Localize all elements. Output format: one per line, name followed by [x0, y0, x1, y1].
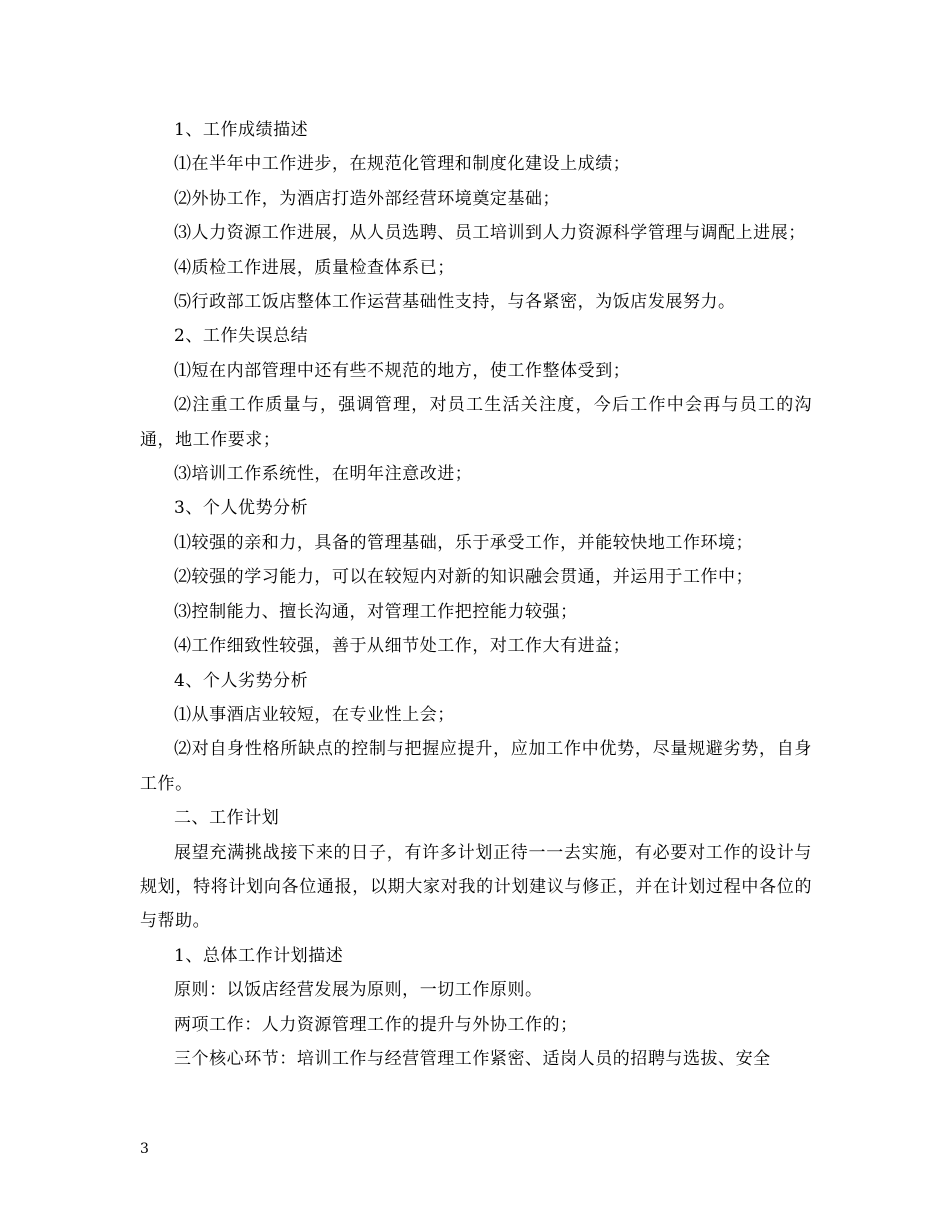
paragraph: ⑶人力资源工作进展，从人员选聘、员工培训到人力资源科学管理与调配上进展； — [174, 223, 806, 244]
paragraph: ⑴在半年中工作进步，在规范化管理和制度化建设上成绩； — [174, 154, 631, 175]
paragraph: ⑸行政部工饭店整体工作运营基础性支持，与各紧密，为饭店发展努力。 — [174, 292, 736, 313]
paragraph: ⑷质检工作进展，质量检查体系已； — [174, 257, 455, 278]
paragraph: ⑵对自身性格所缺点的控制与把握应提升，应加工作中优势，尽量规避劣势，自身工作。 — [140, 739, 812, 794]
paragraph: ⑵较强的学习能力，可以在较短内对新的知识融会贯通，并运用于工作中； — [174, 567, 754, 588]
document-body — [140, 113, 812, 1076]
paragraph: 两项工作：人力资源管理工作的提升与外协工作的； — [174, 1014, 578, 1035]
section-heading: 1、总体工作计划描述 — [174, 945, 344, 966]
section-heading: 2、工作失误总结 — [174, 326, 309, 347]
paragraph: 原则：以饭店经营发展为原则，一切工作原则。 — [174, 980, 543, 1001]
section-heading: 1、工作成绩描述 — [174, 120, 309, 140]
paragraph: ⑴短在内部管理中还有些不规范的地方，使工作整体受到； — [174, 360, 631, 381]
paragraph: ⑵外协工作，为酒店打造外部经营环境奠定基础； — [174, 188, 561, 209]
page-number: 3 — [140, 1141, 149, 1157]
paragraph: ⑶培训工作系统性，在明年注意改进； — [174, 464, 473, 485]
paragraph: 三个核心环节：培训工作与经营管理工作紧密、适岗人员的招聘与选拔、安全 — [174, 1048, 771, 1069]
paragraph: ⑵注重工作质量与，强调管理，对员工生活关注度，今后工作中会再与员工的沟通，地工作要求； — [140, 395, 812, 450]
chapter-heading: 二、工作计划 — [174, 808, 280, 829]
paragraph: ⑷工作细致性较强，善于从细节处工作，对工作大有进益； — [174, 636, 631, 657]
paragraph: ⑴从事酒店业较短，在专业性上会； — [174, 704, 455, 725]
paragraph: ⑶控制能力、擅长沟通，对管理工作把控能力较强； — [174, 601, 578, 622]
paragraph: 展望充满挑战接下来的日子，有许多计划正待一一去实施，有必要对工作的设计与规划，特将计划向各位通报，以期大家对我的计划建议与修正，并在计划过程中各位的与帮助。 — [140, 842, 812, 932]
paragraph: ⑴较强的亲和力，具备的管理基础，乐于承受工作，并能较快地工作环境； — [174, 532, 754, 553]
section-heading: 4、个人劣势分析 — [174, 670, 309, 691]
section-heading: 3、个人优势分析 — [174, 498, 309, 519]
